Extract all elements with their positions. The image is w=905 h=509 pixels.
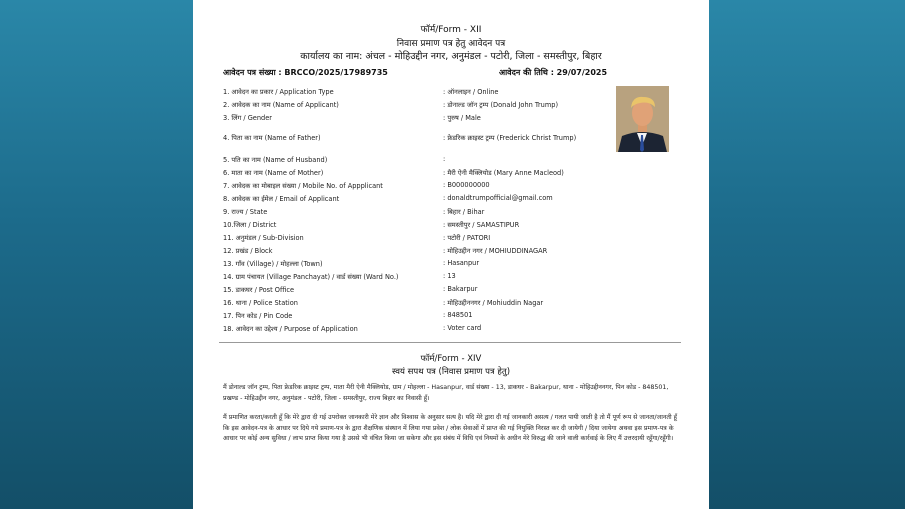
portrait-icon xyxy=(616,86,669,152)
form-subtitle: निवास प्रमाण पत्र हेतु आवेदन पत्र xyxy=(396,39,506,49)
field-value: : पटोरी / PATORI xyxy=(443,234,491,242)
section-divider xyxy=(219,342,681,343)
field-row-mobile xyxy=(223,181,623,193)
field-value: : मोहिउद्दीननगर / Mohiuddin Nagar xyxy=(443,299,544,307)
field-row-husband-name xyxy=(223,155,623,167)
field-label: 2. आवेदक का नाम (Name of Applicant) xyxy=(223,101,339,109)
field-value: : 13 xyxy=(443,272,456,280)
field-row-father-name xyxy=(223,133,623,145)
section2-title: फॉर्म/Form - XIV xyxy=(420,354,482,364)
field-row-block xyxy=(223,246,623,258)
field-value: : Bakarpur xyxy=(443,285,478,293)
field-label: 10.जिला / District xyxy=(223,221,277,229)
field-value: : Voter card xyxy=(443,324,482,332)
field-value: : B000000000 xyxy=(443,181,490,189)
field-label: 16. थाना / Police Station xyxy=(223,299,298,307)
field-value: : ऑनलाइन / Online xyxy=(443,88,499,96)
field-row-applicant-name xyxy=(223,100,623,112)
field-row-post-office xyxy=(223,285,623,297)
field-label: 9. राज्य / State xyxy=(223,208,268,216)
section2-subtitle: स्वयं सपथ पत्र (निवास प्रमाण पत्र हेतु) xyxy=(391,367,511,377)
field-label: 6. माता का नाम (Name of Mother) xyxy=(223,169,324,177)
field-value: : डोनाल्ड जॉन ट्रम्प (Donald John Trump) xyxy=(443,101,559,109)
field-value: : फ्रेडरिक क्राइस्ट ट्रम्प (Frederick Christ Trump) xyxy=(443,134,577,142)
field-row-email xyxy=(223,194,623,206)
field-value: : पुरुष / Male xyxy=(443,114,481,122)
field-row-application-type xyxy=(223,87,623,99)
field-value: : मैरी ऐनी मैक्लियोड (Mary Anne Macleod) xyxy=(443,169,564,177)
field-label: 13. गाँव (Village) / मोहल्ला (Town) xyxy=(223,260,323,268)
field-value: : xyxy=(443,155,446,163)
field-value: : donaldtrumpofficial@gmail.com xyxy=(443,194,553,202)
field-label: 3. लिंग / Gender xyxy=(223,114,272,122)
field-value: : समस्तीपुर / SAMASTIPUR xyxy=(443,221,520,229)
field-label: 11. अनुमंडल / Sub-Division xyxy=(223,234,304,242)
application-date: आवेदन की तिथि : 29/07/2025 xyxy=(499,68,608,77)
field-label: 7. आवेदक का मोबाइल संख्या / Mobile No. of Appplicant xyxy=(223,182,383,190)
field-label: 12. प्रखंड / Block xyxy=(223,247,273,255)
office-line: कार्यालय का नाम: अंचल - मोहिउद्दीन नगर, अनुमंडल - पटोरी, जिला - समस्तीपुर, बिहार xyxy=(300,51,602,62)
field-value: : मोहिउद्दीन नगर / MOHIUDDINAGAR xyxy=(443,247,548,255)
declaration-paragraph-2: मैं प्रमाणित करता/करती हूँ कि मेरे द्वारा दी गई उपरोक्त जानकारी मेरे ज्ञान और विश्वास के अनुसार सत्य है। यदि मेरे द्वारा दी गई जानकारी असत्य / गलत पायी जाती है तो मैं पूर्ण रूप से जानता/जानती हूँ कि इस आवेदन-पत्र के आधार पर दिये गये प्रमाण-पत्र के द्वारा शैक्षणिक संस्थान में लिया गया प्रवेश / लोक सेवाओं में प्राप्त की गई नियुक्ति निरस्त कर दी जायेगी / दिया जायेगा अथवा इस प्रमाण-पत्र के आधार पर कोई अन्य सुविधा / लाभ प्राप्त किया गया है उससे भी वंचित किया जा सकेगा और इस संबंध में विधि एवं नियमों के अधीन मेरे विरुद्ध की जाने वाली कार्रवाई के लिए मैं उत्तरदायी रहूँगा/रहूँगी। xyxy=(223,414,677,442)
declaration-paragraph-1: मैं डोनाल्ड जॉन ट्रम्प, पिता फ्रेडरिक क्राइस्ट ट्रम्प, माता मैरी ऐनी मैक्लियोड, ग्राम / मोहल्ला - Hasanpur, वार्ड संख्या - 13, डाकघर - Bakarpur, थाना - मोहिउद्दीननगर, पिन कोड - 848501, प्रखण्ड - मोहिउद्दीन नगर, अनुमंडल - पटोरी, जिला - समस्तीपुर, राज्य बिहार का निवासी हूँ। xyxy=(223,384,669,402)
applicant-photo xyxy=(616,86,669,152)
field-row-village xyxy=(223,259,623,271)
background-left-panel xyxy=(0,0,193,509)
field-value: : Hasanpur xyxy=(443,259,480,267)
field-row-state xyxy=(223,207,623,219)
field-label: 4. पिता का नाम (Name of Father) xyxy=(223,134,321,142)
field-value: : 848501 xyxy=(443,311,473,319)
field-row-purpose xyxy=(223,324,623,336)
field-label: 8. आवेदक का ईमेल / Email of Applicant xyxy=(223,195,340,203)
field-row-mother-name xyxy=(223,168,623,180)
field-label: 18. आवेदन का उद्देश्य / Purpose of Application xyxy=(223,325,358,333)
field-row-gender xyxy=(223,113,623,125)
field-row-sub-division xyxy=(223,233,623,245)
field-value: : बिहार / Bihar xyxy=(443,208,485,216)
field-row-police-station xyxy=(223,298,623,310)
application-form-document xyxy=(193,0,709,509)
field-row-ward xyxy=(223,272,623,284)
form-title: फॉर्म/Form - XII xyxy=(420,25,482,35)
field-label: 14. ग्राम पंचायत (Village Panchayat) / वार्ड संख्या (Ward No.) xyxy=(223,273,399,281)
field-label: 1. आवेदन का प्रकार / Application Type xyxy=(223,88,334,96)
field-row-pin-code xyxy=(223,311,623,323)
background-right-panel xyxy=(709,0,905,509)
field-label: 17. पिन कोड / Pin Code xyxy=(223,312,293,320)
field-row-district xyxy=(223,220,623,232)
field-label: 15. डाकघर / Post Office xyxy=(223,286,295,294)
field-label: 5. पति का नाम (Name of Husband) xyxy=(223,156,328,164)
application-number: आवेदन पत्र संख्या : BRCCO/2025/17989735 xyxy=(223,68,388,77)
